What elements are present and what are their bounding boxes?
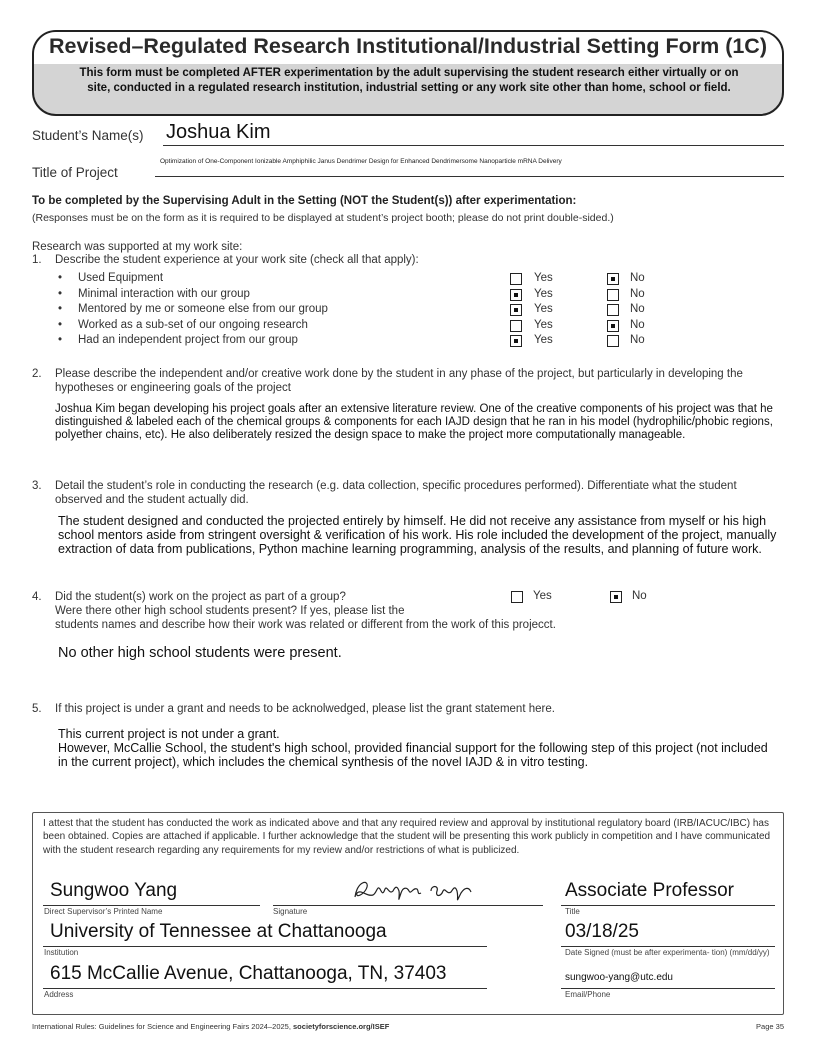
q4-no-label: No <box>632 590 647 602</box>
q1-item-label: Minimal interaction with our group <box>78 288 250 300</box>
project-title-line <box>155 175 784 177</box>
q3-number: 3. <box>32 480 42 492</box>
q1-yes-checkbox[interactable] <box>510 289 522 301</box>
q4-number: 4. <box>32 591 42 603</box>
supervisor-name-field[interactable]: Sungwoo Yang <box>50 880 178 901</box>
q1-item-label: Had an independent project from our group <box>78 334 298 346</box>
q1-intro: Research was supported at my work site: <box>32 241 243 253</box>
form-title: Revised–Regulated Research Institutional/Industrial Setting Form (1C) <box>49 34 767 58</box>
q5-number: 5. <box>32 703 42 715</box>
student-name-field[interactable]: Joshua Kim <box>166 121 271 143</box>
attestation-text: I attest that the student has conducted the work as indicated above and that any required review and approval by institutional regulatory board (IRB/IACUC/IBC) has been obtained. Copies are attached if applicable. I further acknowledge that the student will be presenting this work publicly in competition and I have communicated with the student research regarding any requirements for my review and/or restrictions of what is publicized. <box>43 818 771 856</box>
footer-citation <box>32 1022 389 1031</box>
q1-yes-label: Yes <box>534 288 553 300</box>
instructions-heading: To be completed by the Supervising Adult in the Setting (NOT the Student(s)) after experimentation: <box>32 195 577 207</box>
attestation-box <box>32 812 784 1015</box>
institution-field[interactable]: University of Tennessee at Chattanooga <box>50 921 387 942</box>
q2-question: Please describe the independent and/or creative work done by the student in any phase of the project, but particularly in developing the hypotheses or engineering goals of the project <box>55 368 743 394</box>
q1-yes-label: Yes <box>534 334 553 346</box>
q5-question: If this project is under a grant and needs to be acknolwedged, please list the grant statement here. <box>55 703 555 715</box>
bullet-icon: • <box>58 272 63 284</box>
q3-answer[interactable]: The student designed and conducted the projected entirely by himself. He did not receive any assistance from myself or his high school mentors aside from stringent oversight & verification of his work. His role included the development of the project, manually extraction of data from publications, Python machine learning programming, analysis of the results, and planning of future work. <box>58 514 777 557</box>
signature-label: Signature <box>273 907 308 916</box>
footer-link[interactable]: societyforscience.org/ISEF <box>293 1022 390 1031</box>
date-signed-field[interactable]: 03/18/25 <box>565 921 639 942</box>
q1-no-label: No <box>630 303 645 315</box>
bullet-icon: • <box>58 303 63 315</box>
q1-yes-label: Yes <box>534 272 553 284</box>
supervisor-name-label: Direct Supervisor’s Printed Name <box>44 907 163 916</box>
q2-number: 2. <box>32 368 42 380</box>
date-signed-label: Date Signed (must be after experimenta- tion) (mm/dd/yy) <box>565 948 770 957</box>
form-header <box>32 30 784 116</box>
q1-yes-checkbox[interactable] <box>510 320 522 332</box>
supervisor-signature[interactable] <box>347 875 517 907</box>
footer-text: International Rules: Guidelines for Science and Engineering Fairs 2024–2025, <box>32 1022 291 1031</box>
project-title-field[interactable]: Optimization of One-Component Ionizable Amphiphilic Janus Dendrimer Design for Enhanced Dendrimersome Nanoparticle mRNA Delivery <box>160 158 562 165</box>
institution-label: Institution <box>44 948 79 957</box>
q5-answer-line1[interactable]: This current project is not under a grant. <box>58 727 280 741</box>
q1-item-label: Used Equipment <box>78 272 164 284</box>
bullet-icon: • <box>58 334 63 346</box>
q4-answer[interactable]: No other high school students were present. <box>58 645 342 661</box>
q1-no-label: No <box>630 319 645 331</box>
q1-no-label: No <box>630 334 645 346</box>
student-name-label: Student’s Name(s) <box>32 128 144 143</box>
q1-no-checkbox[interactable] <box>607 289 619 301</box>
q4-question-1: Did the student(s) work on the project as part of a group? <box>55 591 346 603</box>
q4-yes-checkbox[interactable] <box>511 591 523 603</box>
bullet-icon: • <box>58 319 63 331</box>
instructions-note: (Responses must be on the form as it is required to be displayed at student’s project booth; please do not print double-sided.) <box>32 212 614 224</box>
q1-yes-label: Yes <box>534 319 553 331</box>
q4-no-checkbox[interactable] <box>610 591 622 603</box>
q1-number: 1. <box>32 254 42 266</box>
q3-question: Detail the student’s role in conducting the research (e.g. data collection, specific procedures performed). Differentiate what the student observed and the student actually did. <box>55 480 737 506</box>
q1-no-checkbox[interactable] <box>607 320 619 332</box>
q1-question: Describe the student experience at your work site (check all that apply): <box>55 254 419 266</box>
q2-answer[interactable]: Joshua Kim began developing his project goals after an extensive literature review. One of the creative components of his project was that he distinguished & labeled each of the chemical groups & components for each IAJD design that he ran in his model (hydrophilic/phobic regions, polyether chains, etc). He also deliberately resized the design space to make the project more computationally manageable. <box>55 403 773 441</box>
q1-no-label: No <box>630 272 645 284</box>
page-number: Page 35 <box>756 1022 784 1031</box>
q1-yes-checkbox[interactable] <box>510 273 522 285</box>
q4-question-2: Were there other high school students present? If yes, please list the <box>55 605 405 617</box>
q4-yes-label: Yes <box>533 590 552 602</box>
title-field[interactable]: Associate Professor <box>565 880 734 901</box>
student-name-line <box>163 144 784 146</box>
q1-yes-checkbox[interactable] <box>510 335 522 347</box>
project-title-label: Title of Project <box>32 165 118 180</box>
q5-answer-line2[interactable]: However, McCallie School, the student's high school, provided financial support for the following step of this project (not included in the current project), which includes the chemical synthesis of the novel IAJD & in vitro testing. <box>58 741 768 770</box>
form-subtitle: This form must be completed AFTER experimentation by the adult supervising the student research either virtually or on site, conducted in a regulated research institution, industrial setting or any work site other than home, school or field. <box>79 67 739 94</box>
q1-no-checkbox[interactable] <box>607 335 619 347</box>
q4-question-3: students names and describe how their work was related or different from the work of this projecct. <box>55 619 556 631</box>
email-label: Email/Phone <box>565 990 611 999</box>
q1-no-checkbox[interactable] <box>607 304 619 316</box>
q1-yes-checkbox[interactable] <box>510 304 522 316</box>
address-field[interactable]: 615 McCallie Avenue, Chattanooga, TN, 37403 <box>50 963 447 984</box>
title-label: Title <box>565 907 580 916</box>
bullet-icon: • <box>58 288 63 300</box>
q1-no-label: No <box>630 288 645 300</box>
q1-yes-label: Yes <box>534 303 553 315</box>
signature-drawing <box>347 875 517 907</box>
address-label: Address <box>44 990 74 999</box>
q1-item-label: Mentored by me or someone else from our group <box>78 303 328 315</box>
email-field[interactable]: sungwoo-yang@utc.edu <box>565 972 673 983</box>
q1-item-label: Worked as a sub-set of our ongoing research <box>78 319 308 331</box>
q1-no-checkbox[interactable] <box>607 273 619 285</box>
